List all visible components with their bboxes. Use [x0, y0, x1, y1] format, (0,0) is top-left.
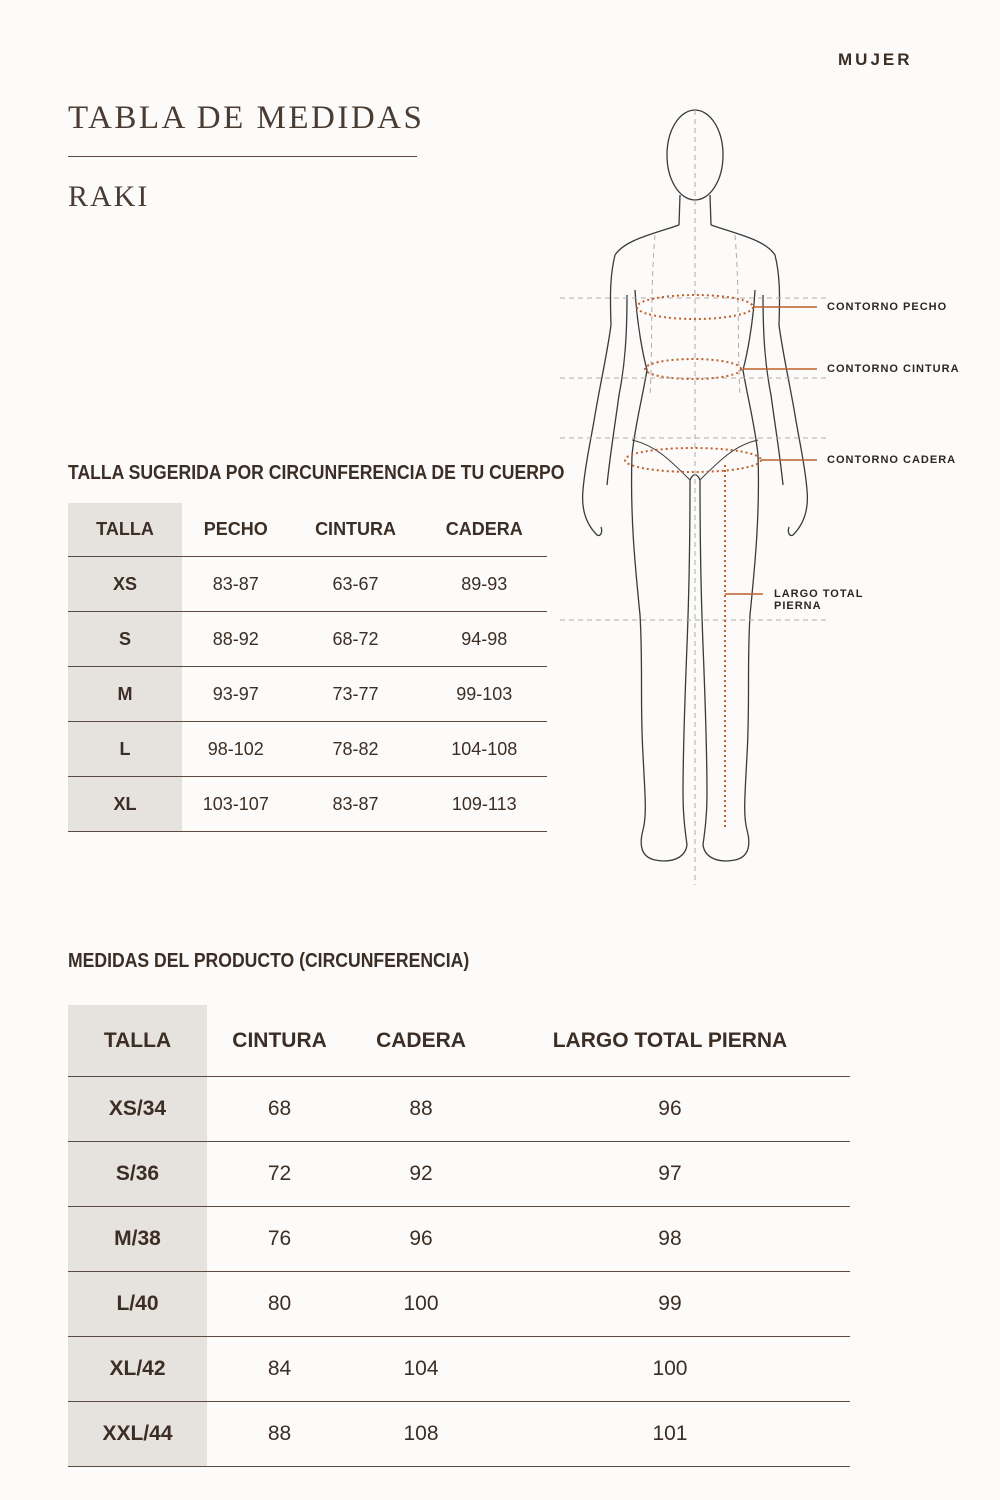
leg-length-label-line2: PIERNA: [774, 600, 822, 612]
hip-cell: 99-103: [422, 667, 547, 722]
body-measurement-figure: [555, 95, 975, 895]
product-measurements-table: [68, 1005, 850, 1467]
waist-cell: 68-72: [290, 612, 422, 667]
header-cell: TALLA: [68, 1005, 207, 1077]
header-cell: CINTURA: [232, 1028, 327, 1052]
leg-length-cell: 97: [490, 1142, 850, 1207]
size-cell: L: [68, 722, 182, 777]
waist-cell: 72: [207, 1142, 352, 1207]
leg-length-cell: 96: [490, 1077, 850, 1142]
hip-label: CONTORNO CADERA: [827, 454, 957, 466]
waist-cell: 83-87: [290, 777, 422, 832]
hip-cell: 89-93: [422, 557, 547, 612]
hip-cell: 104-108: [422, 722, 547, 777]
chest-cell: 83-87: [182, 557, 290, 612]
page-title: TABLA DE MEDIDAS: [68, 100, 425, 136]
leg-length-label-line1: LARGO TOTAL: [774, 588, 864, 600]
table-row: [68, 1077, 850, 1142]
table-row: [68, 722, 547, 777]
waist-cell: 63-67: [290, 557, 422, 612]
header-cell: TALLA: [68, 503, 182, 557]
size-cell: L/40: [68, 1272, 207, 1337]
table-row: [68, 612, 547, 667]
hip-cell: 109-113: [422, 777, 547, 832]
header-cell: CINTURA: [315, 519, 397, 539]
hip-cell: 108: [352, 1402, 490, 1467]
hip-cell: 92: [352, 1142, 490, 1207]
gender-label: MUJER: [838, 50, 913, 69]
leg-length-label: [774, 588, 863, 612]
product-table-title: MEDIDAS DEL PRODUCTO (CIRCUNFERENCIA): [68, 950, 470, 972]
waist-cell: 80: [207, 1272, 352, 1337]
body-size-table: [68, 503, 547, 832]
table-row: [68, 1337, 850, 1402]
table-row: [68, 557, 547, 612]
table-row: [68, 1402, 850, 1467]
table-row: [68, 667, 547, 722]
product-name: RAKI: [68, 180, 150, 213]
size-cell: XL: [68, 777, 182, 832]
hip-cell: 96: [352, 1207, 490, 1272]
size-cell: M: [68, 667, 182, 722]
leg-length-cell: 99: [490, 1272, 850, 1337]
chest-cell: 93-97: [182, 667, 290, 722]
hip-cell: 88: [352, 1077, 490, 1142]
header-cell: PECHO: [203, 519, 268, 539]
hip-cell: 104: [352, 1337, 490, 1402]
size-cell: S: [68, 612, 182, 667]
table-row: [68, 1272, 850, 1337]
chest-cell: 88-92: [182, 612, 290, 667]
leg-length-cell: 100: [490, 1337, 850, 1402]
size-cell: XS: [68, 557, 182, 612]
header-cell: LARGO TOTAL PIERNA: [552, 1028, 788, 1052]
header-cell: CADERA: [445, 519, 523, 539]
title-divider: [68, 156, 417, 157]
table-row: [68, 777, 547, 832]
size-cell: S/36: [68, 1142, 207, 1207]
chest-cell: 98-102: [182, 722, 290, 777]
table-row: [68, 1142, 850, 1207]
waist-cell: 73-77: [290, 667, 422, 722]
chest-cell: 103-107: [182, 777, 290, 832]
header-cell: CADERA: [376, 1028, 466, 1052]
waist-cell: 88: [207, 1402, 352, 1467]
leg-length-cell: 101: [490, 1402, 850, 1467]
body-size-table-title: TALLA SUGERIDA POR CIRCUNFERENCIA DE TU CUERPO: [68, 462, 565, 484]
chest-label: CONTORNO PECHO: [827, 301, 948, 313]
waist-cell: 68: [207, 1077, 352, 1142]
size-cell: XL/42: [68, 1337, 207, 1402]
size-cell: XXL/44: [68, 1402, 207, 1467]
waist-cell: 84: [207, 1337, 352, 1402]
waist-cell: 76: [207, 1207, 352, 1272]
leg-length-cell: 98: [490, 1207, 850, 1272]
size-cell: M/38: [68, 1207, 207, 1272]
waist-label: CONTORNO CINTURA: [827, 363, 960, 375]
table-row: [68, 1207, 850, 1272]
hip-cell: 100: [352, 1272, 490, 1337]
hip-cell: 94-98: [422, 612, 547, 667]
waist-cell: 78-82: [290, 722, 422, 777]
size-cell: XS/34: [68, 1077, 207, 1142]
